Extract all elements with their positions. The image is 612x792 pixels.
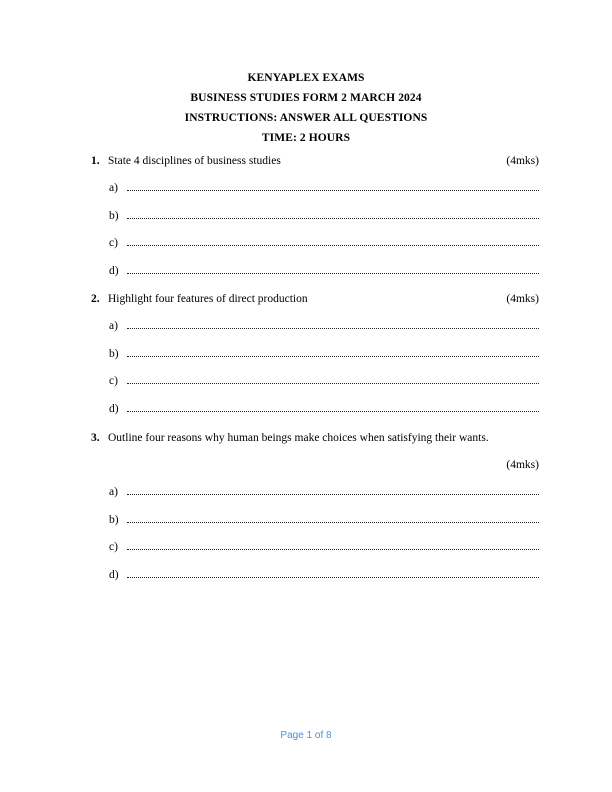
answer-line[interactable] xyxy=(91,263,539,279)
answer-label: a) xyxy=(109,486,118,498)
answer-lines xyxy=(91,318,539,417)
answer-line[interactable] xyxy=(91,208,539,224)
answer-label: b) xyxy=(109,347,119,360)
dotted-line xyxy=(127,383,539,384)
answer-lines xyxy=(91,484,539,583)
dotted-line xyxy=(127,245,539,246)
dotted-line xyxy=(127,411,539,412)
dotted-line xyxy=(127,190,539,191)
dotted-line xyxy=(127,273,539,274)
dotted-line xyxy=(127,494,539,495)
question-number: 3. xyxy=(91,432,100,444)
dotted-line xyxy=(127,328,539,329)
question-text: State 4 disciplines of business studies xyxy=(108,155,281,167)
answer-line[interactable] xyxy=(91,512,539,528)
answer-label: b) xyxy=(109,513,119,526)
dotted-line xyxy=(127,549,539,550)
answer-line[interactable] xyxy=(91,180,539,196)
dotted-line xyxy=(127,218,539,219)
answer-label: d) xyxy=(109,568,119,581)
question-marks: (4mks) xyxy=(506,459,539,471)
answer-line[interactable] xyxy=(91,401,539,417)
question-number: 1. xyxy=(91,155,100,167)
question-text: Outline four reasons why human beings make choices when satisfying their wants. xyxy=(108,432,489,444)
answer-label: c) xyxy=(109,375,118,387)
answer-label: d) xyxy=(109,264,119,277)
answer-label: b) xyxy=(109,209,119,222)
exam-time: TIME: 2 HOURS xyxy=(261,132,351,144)
answer-line[interactable] xyxy=(91,373,539,389)
answer-label: a) xyxy=(109,182,118,194)
dotted-line xyxy=(127,522,539,523)
answer-label: c) xyxy=(109,237,118,249)
answer-line[interactable] xyxy=(91,567,539,583)
answer-line[interactable] xyxy=(91,539,539,555)
question-marks: (4mks) xyxy=(506,293,539,305)
exam-instructions: INSTRUCTIONS: ANSWER ALL QUESTIONS xyxy=(184,112,428,124)
exam-header xyxy=(0,70,612,150)
question-1 xyxy=(91,153,539,290)
question-marks: (4mks) xyxy=(506,155,539,167)
answer-line[interactable] xyxy=(91,484,539,500)
dotted-line xyxy=(127,577,539,578)
exam-provider-title: KENYAPLEX EXAMS xyxy=(247,72,365,84)
answer-label: d) xyxy=(109,402,119,415)
question-3 xyxy=(91,430,539,594)
exam-subject-title: BUSINESS STUDIES FORM 2 MARCH 2024 xyxy=(190,92,422,104)
answer-lines xyxy=(91,180,539,279)
question-text: Highlight four features of direct production xyxy=(108,293,308,305)
answer-line[interactable] xyxy=(91,235,539,251)
answer-label: a) xyxy=(109,320,118,332)
answer-line[interactable] xyxy=(91,346,539,362)
question-2 xyxy=(91,291,539,428)
answer-label: c) xyxy=(109,541,118,553)
answer-line[interactable] xyxy=(91,318,539,334)
page-number: Page 1 of 8 xyxy=(280,730,332,741)
question-number: 2. xyxy=(91,293,100,305)
dotted-line xyxy=(127,356,539,357)
